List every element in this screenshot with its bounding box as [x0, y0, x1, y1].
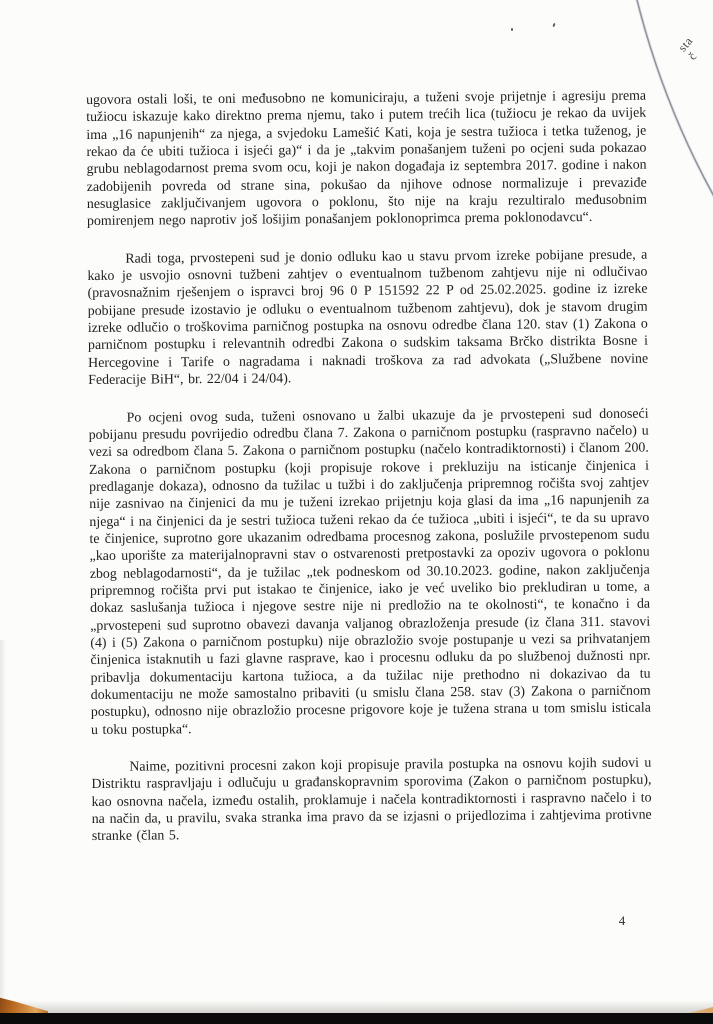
page-number: 4	[618, 913, 626, 928]
corner-show-through-text	[676, 35, 705, 63]
paragraph: Radi toga, prvostepeni sud je donio odluku kao u stavu prvom izreke pobijane presude, a kako je usvojio osnovni tužbeni zahtjev o eventualnom tužbenom zahtjevu nije ni odlučivao (pravosnažnim rješenjem o ispravci broj 96 0 P 151592 22 P od 25.02.2025. godine iz izreke pobijane presude izostavio je odluku o eventualnom tužbenom zahtjevu), dok je stavom drugim izreke odlučio o troškovima parničnog postupka na osnovu odredbe člana 120. stav (1) Zakona o parničnom postupku i relevantnih odredbi Zakona o sudskim taksama Brčko distrikta Bosne i Hercegovine i Tarife o nagradama i naknadi troškova za rad advokata („Službene novine Federacije BiH“, br. 22/04 i 24/04).	[87, 247, 649, 389]
paper-bottom-edge-shadow	[0, 1000, 713, 1013]
paragraph-continuation: ugovora ostali loši, te oni međusobno ne komuniciraju, a tuženi svoje prijetnje i agresiju prema tužiocu iskazuje kako direktno prema njemu, tako i putem trećih lica (tužiocu je rekao da uvijek ima „16 napunjenih“ za njega, a svjedoku Lamešić Kati, koja je sestra tužioca i tetka tuženog, je rekao da će ubiti tužioca i isjeći ga)“ i da je „takvim ponašanjem tuženi po ocjeni suda pokazao grubu neblagodarnost prema svom ocu, koji je nakon događaja iz septembra 2017. godine i nakon zadobijenih povreda od strane sina, pokušao da njihove odnose normalizuje i prevaziđe nesuglasice zaključivanjem ugovora o poklonu, što nije na kraju rezultiralo međusobnim pomirenjem nego naprotiv još lošijim ponašanjem poklonoprimca prema poklonodavcu“.	[86, 88, 647, 230]
paper-left-edge-shadow	[0, 640, 6, 1004]
corner-fragment-line2: č	[685, 49, 700, 63]
ink-speck	[511, 28, 513, 31]
document-body	[86, 88, 652, 866]
corner-fragment-line1: sta	[675, 33, 696, 55]
ink-speck	[552, 23, 555, 27]
scanner-edge-bar	[0, 1013, 713, 1024]
paragraph: Naime, pozitivni procesni zakon koji propisuje pravila postupka na osnovu kojih sudovi u Distriktu raspravljaju i odlučuju u građanskopravnim sporovima (Zakon o parničnom postupku), kao osnovna načela, između ostalih, proklamuje i načela kontradiktornosti i raspravno načelo i to na način da, u pravilu, svaka stranka ima pravo da se izjasni o prijedlozima i zahtjevima protivne stranke (član 5.	[91, 755, 652, 845]
paragraph: Po ocjeni ovog suda, tuženi osnovano u žalbi ukazuje da je prvostepeni sud donoseći pobijanu presudu povrijedio odredbu člana 7. Zakona o parničnom postupku (raspravno načelo) u vezi sa odredbom člana 5. Zakona o parničnom postupku (načelo kontradiktornosti) i članom 200. Zakona o parničnom postupku (koji propisuje rokove i prekluziju na isticanje činjenica i predlaganje dokaza), odnosno da tužilac u tužbi i do zaključenja pripremnog ročišta svoj zahtjev nije zasnivao na činjenici da mu je tuženi izrekao prijetnju koja glasi da ima „16 napunjenih za njega“ i na činjenici da je sestri tužioca tuženi rekao da će tužioca „ubiti i isjeći“, te da su upravo te činjenice, suprotno gore ukazanim odredbama procesnog zakona, poslužile prvostepenom sudu „kao uporište za materijalnopravni stav o ostvarenosti pretpostavki za opoziv ugovora o poklonu zbog neblagodarnosti“, da je tužilac „tek podneskom od 30.10.2023. godine, nakon zaključenja pripremnog ročišta prvi put istakao te činjenice, iako je već uveliko bio prekludiran u tome, a dokaz saslušanja tužioca i njegove sestre nije ni predložio na te okolnosti“, te konačno i da „prvostepeni sud suprotno obavezi davanja valjanog obrazloženja presude (iz člana 311. stavovi (4) i (5) Zakona o parničnom postupku) nije obrazložio svoje postupanje u vezi sa prihvatanjem činjenica istaknutih u fazi glavne rasprave, kao i procesnu odluku da po službenoj dužnosti npr. pribavlja dokumentaciju kartona tužioca, a da tužilac nije prethodno ni dokazivao da tu dokumentaciju ne može samostalno pribaviti (u smislu člana 258. stav (3) Zakona o parničnom postupku), odnosno nije obrazložio procesne prigovore koje je tužena strana u tom smislu isticala u toku postupka“.	[88, 406, 651, 738]
